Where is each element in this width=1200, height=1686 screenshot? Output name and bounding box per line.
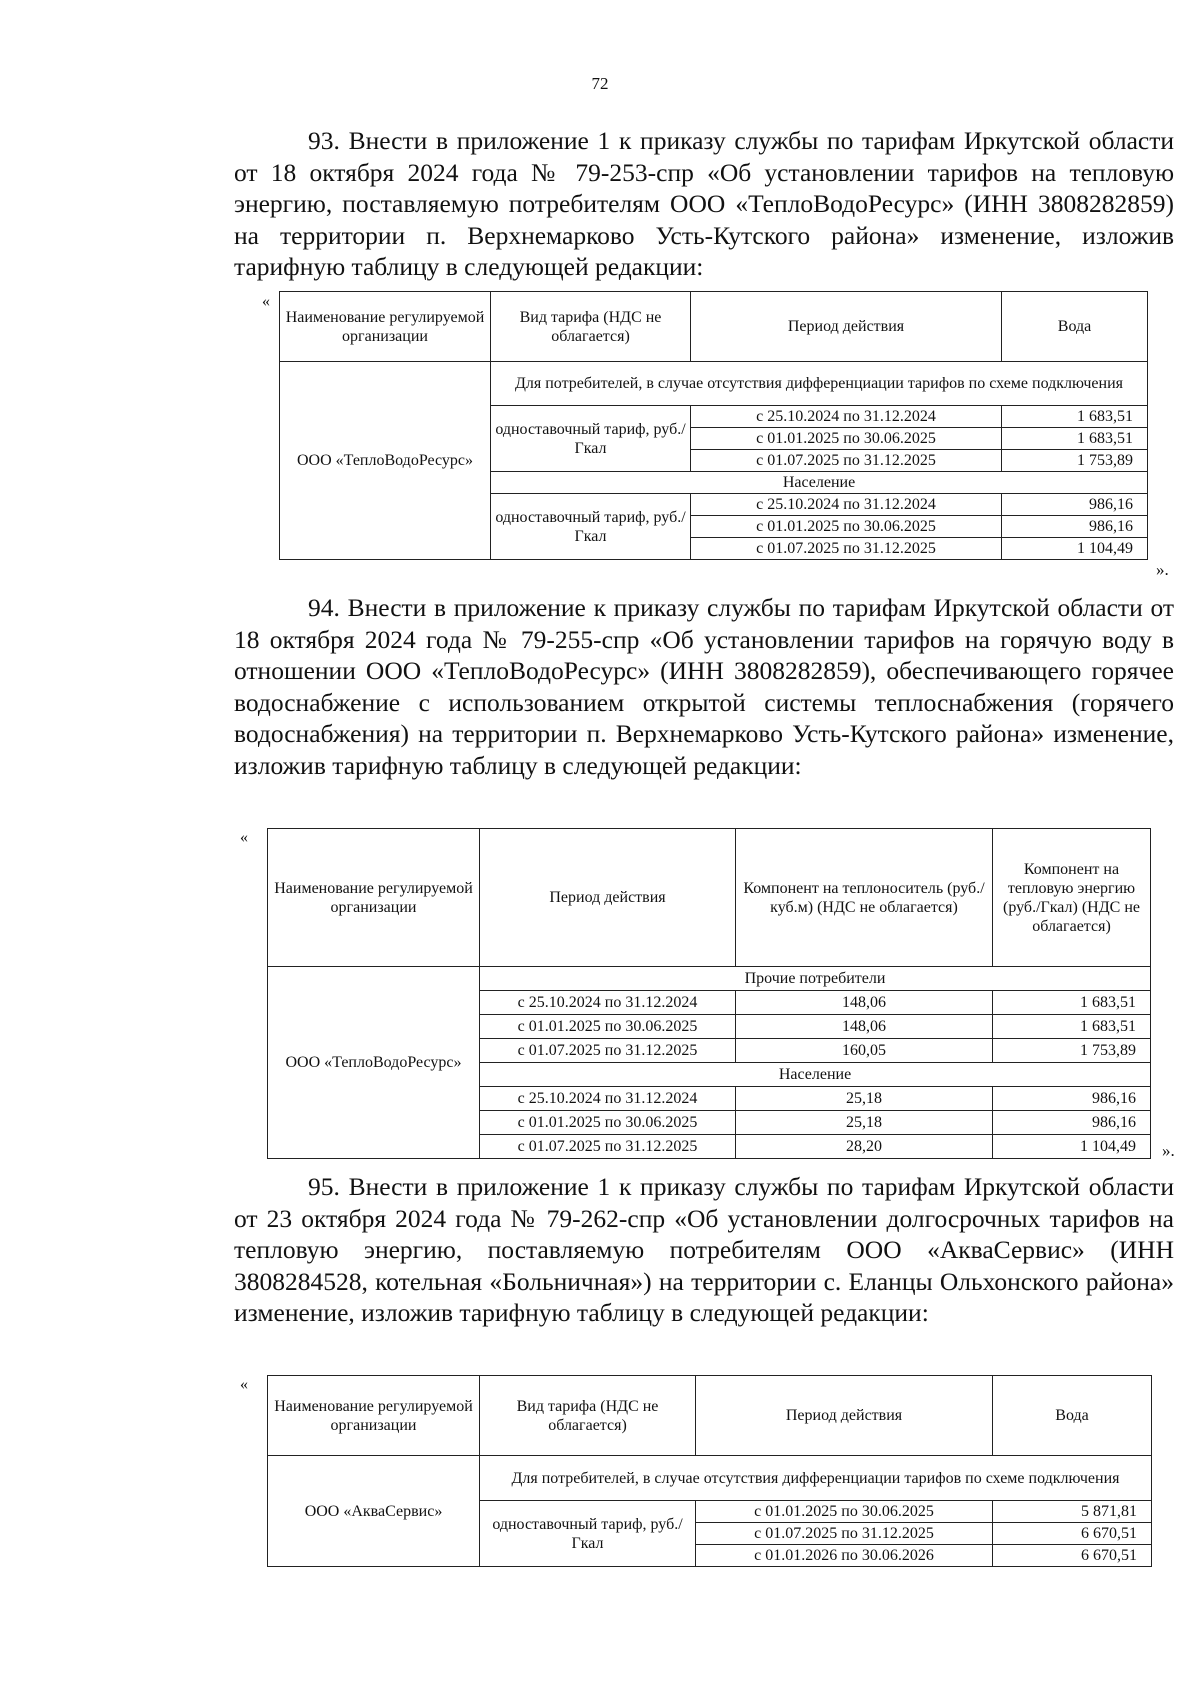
period-cell: с 01.07.2025 по 31.12.2025 [691,450,1002,472]
section-93-number: 93. [308,126,340,155]
header-tariff-type: Вид тарифа (НДС не облагается) [480,1376,696,1456]
energy-cell: 1 753,89 [993,1039,1151,1063]
header-period: Период действия [480,829,736,967]
header-energy-component: Компонент на тепловую энергию (руб./Гкал) (НДС не облагается) [993,829,1151,967]
period-cell: с 01.07.2025 по 31.12.2025 [480,1135,736,1159]
value-cell: 6 670,51 [993,1545,1152,1567]
period-cell: с 01.01.2025 по 30.06.2025 [480,1015,736,1039]
table-95-open-quote: « [240,1376,248,1393]
value-cell: 1 104,49 [1002,538,1148,560]
value-cell: 986,16 [1002,494,1148,516]
table-94-close-quote: ». [1162,1141,1175,1160]
energy-cell: 1 683,51 [993,1015,1151,1039]
tariff-type-cell: одноставочный тариф, руб./Гкал [491,406,691,472]
section-93-paragraph [234,125,1174,283]
tariff-table-94 [267,828,1151,1159]
header-organization: Наименование регулируемой организации [280,292,491,362]
header-period: Период действия [696,1376,993,1456]
header-carrier-component: Компонент на теплоноситель (руб./куб.м) (НДС не облагается) [736,829,993,967]
energy-cell: 1 683,51 [993,991,1151,1015]
value-cell: 1 683,51 [1002,406,1148,428]
section-94-number: 94. [308,593,340,622]
organization-cell: ООО «ТеплоВодоРесурс» [280,362,491,560]
header-period: Период действия [691,292,1002,362]
tariff-table-95 [267,1375,1152,1567]
header-tariff-type: Вид тарифа (НДС не облагается) [491,292,691,362]
period-cell: с 25.10.2024 по 31.12.2024 [691,494,1002,516]
section-94-text: Внести в приложение к приказу службы по тарифам Иркутской области от 18 октября 2024 года № 79-255-спр «Об установлении тарифов на горячую воду в отношении ООО «ТеплоВодоРесурс» (ИНН 3808282859), обеспечивающего горячее водоснабжение с использованием открытой системы теплоснабжения (горячего водоснабжения) на территории п. Верхнемарково Усть-Кутского района» изменение, изложив тарифную таблицу в следующей редакции: [234,593,1174,780]
page-number: 72 [591,74,609,93]
carrier-cell: 25,18 [736,1111,993,1135]
period-cell: с 01.01.2026 по 30.06.2026 [696,1545,993,1567]
group-title: Прочие потребители [480,967,1151,991]
group-title: Население [491,472,1148,494]
section-93-text: Внести в приложение 1 к приказу службы по тарифам Иркутской области от 18 октября 2024 года № 79-253-спр «Об установлении тарифов на тепловую энергию, поставляемую потребителям ООО «ТеплоВодоРесурс» (ИНН 3808282859) на территории п. Верхнемарково Усть-Кутского района» изменение, изложив тарифную таблицу в следующей редакции: [234,126,1175,282]
section-94-paragraph [234,592,1174,782]
energy-cell: 1 104,49 [993,1135,1151,1159]
energy-cell: 986,16 [993,1111,1151,1135]
period-cell: с 25.10.2024 по 31.12.2024 [480,991,736,1015]
period-cell: с 01.07.2025 по 31.12.2025 [696,1523,993,1545]
organization-cell: ООО «ТеплоВодоРесурс» [268,967,480,1159]
carrier-cell: 148,06 [736,1015,993,1039]
table-93-close-quote: ». [1156,560,1169,579]
period-cell: с 01.01.2025 по 30.06.2025 [691,428,1002,450]
value-cell: 986,16 [1002,516,1148,538]
period-cell: с 25.10.2024 по 31.12.2024 [691,406,1002,428]
tariff-type-cell: одноставочный тариф, руб./Гкал [491,494,691,560]
energy-cell: 986,16 [993,1087,1151,1111]
group-title: Население [480,1063,1151,1087]
period-cell: с 01.01.2025 по 30.06.2025 [691,516,1002,538]
value-cell: 1 753,89 [1002,450,1148,472]
section-95-paragraph [234,1171,1174,1329]
table-93-open-quote: « [262,293,270,310]
value-cell: 6 670,51 [993,1523,1152,1545]
value-cell: 5 871,81 [993,1501,1152,1523]
header-organization: Наименование регулируемой организации [268,829,480,967]
group-title: Для потребителей, в случае отсутствия дифференциации тарифов по схеме подключения [491,362,1148,406]
organization-cell: ООО «АкваСервис» [268,1456,480,1567]
period-cell: с 01.07.2025 по 31.12.2025 [480,1039,736,1063]
tariff-table-93 [279,291,1148,560]
header-organization: Наименование регулируемой организации [268,1376,480,1456]
period-cell: с 25.10.2024 по 31.12.2024 [480,1087,736,1111]
tariff-type-cell: одноставочный тариф, руб./Гкал [480,1501,696,1567]
header-water: Вода [1002,292,1148,362]
section-95-text: Внести в приложение 1 к приказу службы по тарифам Иркутской области от 23 октября 2024 года № 79-262-спр «Об установлении долгосрочных тарифов на тепловую энергию, поставляемую потребителям ООО «АкваСервис» (ИНН 3808284528, котельная «Больничная») на территории с. Еланцы Ольхонского района» изменение, изложив тарифную таблицу в следующей редакции: [234,1172,1175,1328]
header-water: Вода [993,1376,1152,1456]
period-cell: с 01.01.2025 по 30.06.2025 [480,1111,736,1135]
carrier-cell: 28,20 [736,1135,993,1159]
carrier-cell: 25,18 [736,1087,993,1111]
value-cell: 1 683,51 [1002,428,1148,450]
table-94-open-quote: « [240,829,248,846]
group-title: Для потребителей, в случае отсутствия дифференциации тарифов по схеме подключения [480,1456,1152,1501]
carrier-cell: 148,06 [736,991,993,1015]
carrier-cell: 160,05 [736,1039,993,1063]
period-cell: с 01.01.2025 по 30.06.2025 [696,1501,993,1523]
period-cell: с 01.07.2025 по 31.12.2025 [691,538,1002,560]
section-95-number: 95. [308,1172,340,1201]
